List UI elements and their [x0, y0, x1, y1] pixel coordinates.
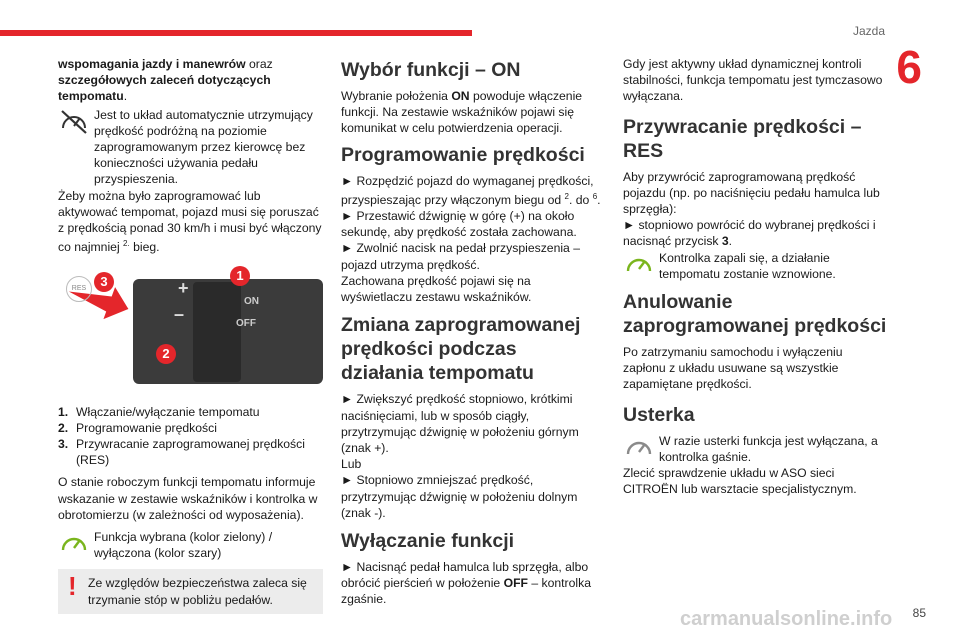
heading-cancel: Anulowanie zaprogramowanej prędkości [623, 291, 887, 338]
cruise-control-green-icon [58, 529, 90, 559]
step: Zachowana prędkość pojawi się na wyświetlaczu zestawu wskaźników. [341, 273, 532, 305]
fault-service: Zlecić sprawdzenie układu w ASO sieci CITROËN lub warsztacie specjalistycznym. [623, 466, 857, 497]
chapter-number: 6 [896, 41, 922, 93]
off-paragraph: ► Nacisnąć pedał hamulca lub sprzęgła, albo obrócić pierścień w położenie OFF – kontrolka zgaśnie. [341, 559, 591, 607]
activation-conditions: Żeby można było zaprogramować lub aktywować tempomat, pojazd musi się poruszać z prędkością ponad 30 km/h i musi być włączony co najmniej $^{2.}$ bieg. [58, 188, 322, 255]
esp-paragraph: Gdy jest aktywny układ dynamicznej kontroli stabilności, funkcja tempomatu jest tymczasowo wyłączana. [623, 57, 883, 104]
heading-change-speed: Zmiana zaprogramowanej prędkości podczas działania tempomatu [341, 314, 581, 385]
warning-text: Ze względów bezpieczeństwa zaleca się trzymanie stóp w pobliżu pedałów. [88, 576, 307, 607]
on-paragraph: Wybranie położenia ON powoduje włączenie funkcji. Na zestawie wskaźników pojawi się komunikat w celu potwierdzenia operacji. [341, 89, 583, 136]
ring-off-label: OFF [236, 317, 256, 329]
res-step: ► stopniowo powrócić do wybranej prędkości i nacisnąć przycisk 3. [623, 218, 876, 249]
cruise-control-off-icon [58, 107, 90, 137]
step: ► Zwolnić nacisk na pedał przyspieszenia – pojazd utrzyma prędkość. [341, 241, 581, 272]
programming-steps [341, 173, 603, 306]
list-item: 3. Przywracanie zaprogramowanej prędkości (RES) [58, 436, 305, 468]
indicator-description: Funkcja wybrana (kolor zielony) / wyłączona (kolor szary) [94, 529, 273, 561]
cruise-control-grey-icon [623, 433, 655, 463]
callout-1: 1 [230, 266, 250, 286]
fault-info [623, 433, 888, 465]
status-info: O stanie roboczym funkcji tempomatu informuje wskazanie w zestawie wskaźników i kontrolka w obrotomierzu (w zależności od wyposażenia). [58, 475, 318, 522]
heading-programming: Programowanie prędkości [341, 143, 585, 166]
res-indicator-text: Kontrolka zapali się, a działanie tempomatu zostanie wznowione. [659, 250, 836, 281]
fault-text: W razie usterki funkcja jest wyłączana, a kontrolka gaśnie. [659, 433, 878, 464]
indicator-info [58, 529, 323, 561]
list-item: 2. Programowanie prędkości [58, 420, 217, 435]
stalk-plus-sign: + [178, 277, 189, 298]
heading-res: Przywracanie prędkości – RES [623, 115, 862, 162]
column-1 [58, 56, 323, 614]
cruise-description: Jest to układ automatycznie utrzymujący prędkość podróżną na poziomie zaprogramowanym przez kierowcę bez konieczności używania pedału przyspieszenia. [94, 107, 313, 187]
res-indicator [623, 250, 888, 282]
heading-fault: Usterka [623, 403, 695, 426]
step: ► Rozpędzić pojazd do wymaganej prędkości, przyspieszając przy włączonym biegu od $^2$. do $^6$. [341, 173, 601, 207]
change-steps [341, 391, 603, 521]
header-accent-bar [0, 30, 472, 36]
list-item: 1. Włączanie/wyłączanie tempomatu [58, 404, 260, 419]
heading-off: Wyłączanie funkcji [341, 529, 515, 552]
step: ► Stopniowo zmniejszać prędkość, przytrzymując dźwignię w położeniu dolnym (znak -). [341, 473, 578, 520]
intro-paragraph: wspomagania jazdy i manewrów oraz szczegółowych zaleceń dotyczących tempomatu. [58, 57, 273, 104]
safety-warning [58, 569, 323, 613]
res-button-label: RES [66, 276, 92, 302]
column-2 [341, 56, 603, 614]
cruise-control-green-icon [623, 250, 655, 280]
section-title: Jazda [852, 24, 885, 38]
control-list [58, 404, 323, 469]
warning-icon: ! [68, 571, 77, 602]
step: ► Przestawić dźwignię w górę (+) na około sekundę, aby prędkość została zachowana. [341, 209, 577, 240]
step: ► Zwiększyć prędkość stopniowo, krótkimi naciśnięciami, lub w sposób ciągły, przytrzymując dźwignię w położeniu górnym (znak +). [341, 392, 579, 455]
callout-2: 2 [156, 344, 176, 364]
column-3 [623, 56, 888, 503]
cruise-info [58, 107, 323, 188]
step: Lub [341, 457, 362, 472]
page-number: 85 [912, 606, 926, 620]
callout-3: 3 [94, 272, 114, 292]
stalk-illustration [58, 264, 323, 394]
cancel-paragraph: Po zatrzymaniu samochodu i wyłączeniu zapłonu z układu usuwane są wszystkie zapamiętane prędkości. [623, 345, 843, 392]
watermark: carmanualsonline.info [680, 608, 893, 630]
res-paragraph: Aby przywrócić zaprogramowaną prędkość pojazdu (np. po naciśnięciu pedału hamulca lub sprzęgła): [623, 169, 880, 217]
ring-on-label: ON [244, 295, 259, 307]
heading-on: Wybór funkcji – ON [341, 59, 521, 81]
stalk-minus-sign: – [174, 303, 185, 324]
